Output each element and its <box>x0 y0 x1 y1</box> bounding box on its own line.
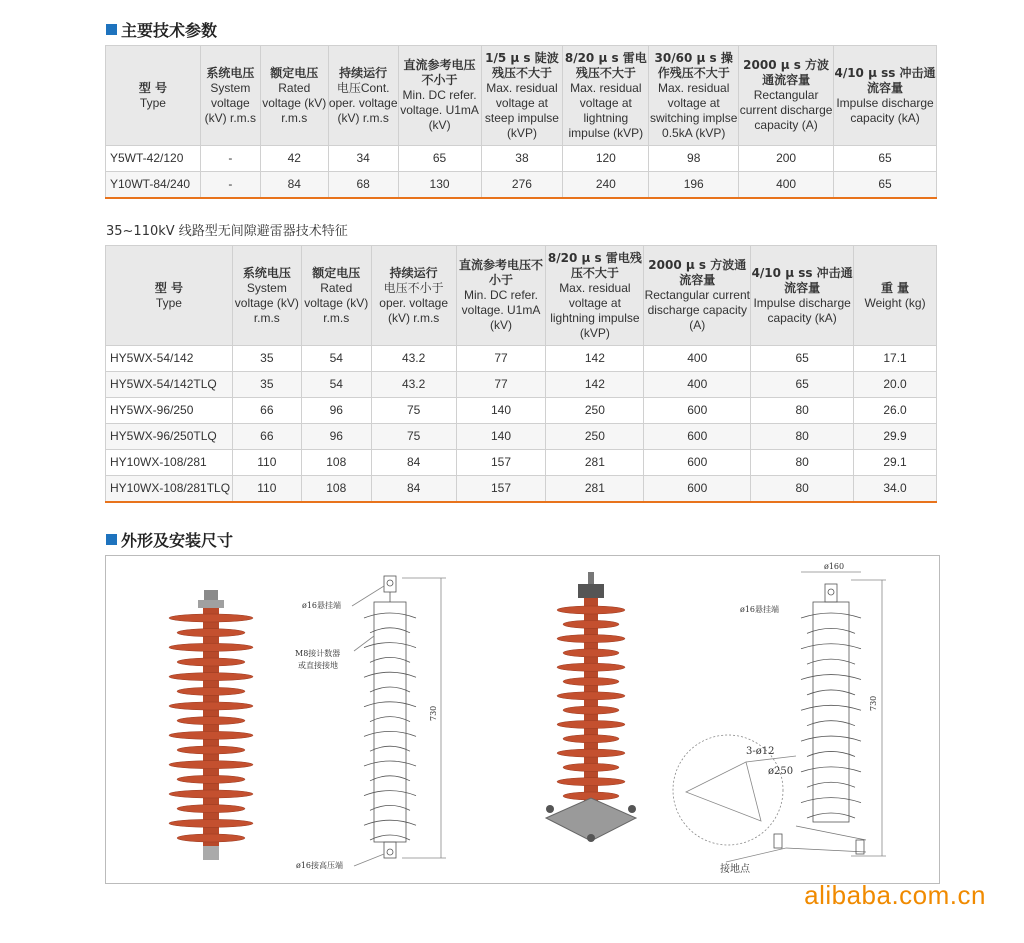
table-row <box>106 346 937 372</box>
shed <box>563 649 619 657</box>
cell-value: 140 <box>456 424 546 450</box>
shed <box>370 805 410 810</box>
shed <box>177 834 245 842</box>
table-row <box>106 476 937 503</box>
shed <box>177 775 245 783</box>
cell-value: 250 <box>546 398 644 424</box>
shed <box>364 613 416 618</box>
cell-value: 26.0 <box>854 398 937 424</box>
cell-value: 29.9 <box>854 424 937 450</box>
shed <box>557 663 625 671</box>
table-row <box>106 398 937 424</box>
cell-value: 600 <box>644 398 751 424</box>
cell-value: 20.0 <box>854 372 937 398</box>
cell-value: 84 <box>371 476 456 503</box>
cell-value: 80 <box>751 476 854 503</box>
shed <box>801 736 861 741</box>
shed <box>364 761 416 766</box>
header-switching-residual: 30/60 μ s 操作残压不大于 Max. residual voltage at switching implse 0.5kA (kVP) <box>649 46 739 146</box>
shed <box>563 620 619 628</box>
cell-value: 35 <box>232 372 301 398</box>
shed <box>364 672 416 677</box>
cell-value: 157 <box>456 476 546 503</box>
header-rectangular-current: 2000 μ s 方波通流容量 Rectangular current discharge capacity (A) <box>739 46 834 146</box>
shed <box>364 791 416 796</box>
label-dia-160: ø160 <box>824 562 845 571</box>
shed <box>557 692 625 700</box>
section-marker-icon <box>106 534 117 545</box>
shed <box>169 731 253 739</box>
line-arrester-subtitle: 35~110kV 线路型无间隙避雷器技术特征 <box>106 224 348 239</box>
label-top-terminal-2: ø16悬挂端 <box>740 605 779 614</box>
shed <box>801 644 861 649</box>
shed <box>557 749 625 757</box>
shed <box>177 687 245 695</box>
main-params-table <box>105 45 937 199</box>
shed <box>557 606 625 614</box>
cell-value: 157 <box>456 450 546 476</box>
shed <box>807 782 855 787</box>
cell-value: 54 <box>301 346 371 372</box>
shed <box>370 776 410 781</box>
label-counter-note-1: M8接计数器 <box>295 649 341 658</box>
cell-value: 65 <box>751 372 854 398</box>
table-row: Y5WT-42/120 - 42 34 65 38 120 98 200 65 <box>106 146 937 172</box>
cell-value: 110 <box>232 450 301 476</box>
header-lightning-residual: 8/20 μ s 雷电残压不大于 Max. residual voltage at lightning impulse (kVP) <box>563 46 649 146</box>
shed <box>169 673 253 681</box>
shed <box>364 702 416 707</box>
shed <box>169 702 253 710</box>
cell-value: 75 <box>371 398 456 424</box>
shed <box>801 675 861 680</box>
label-height-2: 730 <box>869 695 878 711</box>
shed <box>563 763 619 771</box>
shed <box>370 746 410 751</box>
cell-value: 281 <box>546 476 644 503</box>
cell-value: 140 <box>456 398 546 424</box>
cell-value: 250 <box>546 424 644 450</box>
cell-value: 29.1 <box>854 450 937 476</box>
cell-value: 108 <box>301 450 371 476</box>
cell-value: 400 <box>644 372 751 398</box>
header-weight: 重 量 Weight (kg) <box>854 246 937 346</box>
shed <box>557 778 625 786</box>
shed <box>169 790 253 798</box>
label-dia-250: ø250 <box>768 766 794 777</box>
shed <box>801 613 861 618</box>
cell-value: 600 <box>644 476 751 503</box>
label-top-terminal: ø16悬挂端 <box>302 601 341 610</box>
shed <box>807 690 855 695</box>
header-rated-voltage: 额定电压 Rated voltage (kV) r.m.s <box>260 46 328 146</box>
shed <box>807 751 855 756</box>
cell-value: 43.2 <box>371 372 456 398</box>
cell-value: 110 <box>232 476 301 503</box>
cell-value: 96 <box>301 424 371 450</box>
shed <box>177 805 245 813</box>
table-row <box>106 372 937 398</box>
shed <box>563 678 619 686</box>
cell-value: 75 <box>371 424 456 450</box>
shed <box>557 635 625 643</box>
label-ground-point: 接地点 <box>720 864 750 875</box>
label-bottom-terminal: ø16接高压端 <box>296 861 343 870</box>
cell-value: 43.2 <box>371 346 456 372</box>
shed <box>807 628 855 633</box>
cell-value: 77 <box>456 372 546 398</box>
cell-value: 17.1 <box>854 346 937 372</box>
watermark: alibaba.com.cn <box>804 880 986 910</box>
cell-value: 84 <box>371 450 456 476</box>
shed <box>364 731 416 736</box>
header-type: 型 号 Type <box>106 246 233 346</box>
shed <box>563 706 619 714</box>
header-system-voltage: 系统电压 System voltage (kV) r.m.s <box>200 46 260 146</box>
header-system-voltage: 系统电压 System voltage (kV) r.m.s <box>232 246 301 346</box>
section-title-text: 主要技术参数 <box>121 21 218 40</box>
cell-value: 80 <box>751 450 854 476</box>
arrester-photo-2 <box>546 572 636 842</box>
cell-value: 281 <box>546 450 644 476</box>
table-row <box>106 424 937 450</box>
section-title-main-params <box>106 18 217 41</box>
header-impulse-capacity: 4/10 μ ss 冲击通流容量 Impulse discharge capacity (kA) <box>751 246 854 346</box>
shed <box>801 705 861 710</box>
section-marker-icon <box>106 24 117 35</box>
cell-value: 400 <box>644 346 751 372</box>
cell-value: 96 <box>301 398 371 424</box>
cell-value: 66 <box>232 424 301 450</box>
shed <box>370 628 410 633</box>
table-row: Y10WT-84/240 - 84 68 130 276 240 196 400 65 <box>106 172 937 199</box>
header-impulse-capacity: 4/10 μ ss 冲击通流容量 Impulse discharge capacity (kA) <box>834 46 937 146</box>
shed <box>370 717 410 722</box>
label-counter-note-2: 或直接接地 <box>298 661 338 670</box>
dimension-drawing-panel <box>105 555 940 884</box>
shed <box>801 767 861 772</box>
cell-value: 108 <box>301 476 371 503</box>
shed <box>177 658 245 666</box>
header-rated-voltage: 额定电压 Rated voltage (kV) r.m.s <box>301 246 371 346</box>
cell-value: 77 <box>456 346 546 372</box>
header-steep-residual: 1/5 μ s 陡波残压不大于 Max. residual voltage at steep impulse (kVP) <box>481 46 563 146</box>
shed <box>563 735 619 743</box>
shed <box>177 717 245 725</box>
cell-value: 80 <box>751 424 854 450</box>
label-holes: 3-ø12 <box>746 746 775 757</box>
header-dc-ref-voltage: 直流参考电压不小于 Min. DC refer. voltage. U1mA (kV) <box>456 246 546 346</box>
cell-value: 34.0 <box>854 476 937 503</box>
header-type: 型 号 Type <box>106 46 201 146</box>
arrester-photo-1 <box>169 590 253 860</box>
cell-value: 600 <box>644 424 751 450</box>
cell-value: 65 <box>751 346 854 372</box>
header-cont-voltage: 持续运行 电压Cont. oper. voltage (kV) r.m.s <box>328 46 398 146</box>
shed <box>169 614 253 622</box>
shed <box>169 761 253 769</box>
shed <box>177 629 245 637</box>
cell-type: HY5WX-54/142 <box>106 346 233 372</box>
line-arrester-table <box>105 245 937 503</box>
shed <box>807 721 855 726</box>
cell-value: 54 <box>301 372 371 398</box>
header-cont-voltage: 持续运行 电压不小于 oper. voltage (kV) r.m.s <box>371 246 456 346</box>
shed <box>807 813 855 818</box>
section-title-text: 外形及安装尺寸 <box>121 531 234 550</box>
header-rectangular-current: 2000 μ s 方波通流容量 Rectangular current discharge capacity (A) <box>644 246 751 346</box>
cell-value: 80 <box>751 398 854 424</box>
cell-type: HY5WX-96/250TLQ <box>106 424 233 450</box>
shed <box>370 657 410 662</box>
shed <box>364 643 416 648</box>
cell-type: HY10WX-108/281 <box>106 450 233 476</box>
cell-type: HY5WX-96/250 <box>106 398 233 424</box>
dimension-drawing <box>106 556 939 883</box>
shed <box>557 720 625 728</box>
shed <box>370 835 410 840</box>
arrester-drawing-2 <box>673 572 886 862</box>
header-dc-ref-voltage: 直流参考电压不小于 Min. DC refer. voltage. U1mA (kV) <box>398 46 481 146</box>
cell-value: 142 <box>546 346 644 372</box>
cell-value: 66 <box>232 398 301 424</box>
shed <box>801 798 861 803</box>
shed <box>169 643 253 651</box>
cell-type: HY10WX-108/281TLQ <box>106 476 233 503</box>
label-height: 730 <box>429 705 438 721</box>
table-row <box>106 450 937 476</box>
shed <box>370 687 410 692</box>
cell-value: 600 <box>644 450 751 476</box>
shed <box>364 820 416 825</box>
shed <box>807 659 855 664</box>
header-lightning-residual: 8/20 μ s 雷电残压不大于 Max. residual voltage at lightning impulse (kVP) <box>546 246 644 346</box>
cell-type: HY5WX-54/142TLQ <box>106 372 233 398</box>
shed <box>177 746 245 754</box>
shed <box>169 819 253 827</box>
section-title-dimensions <box>106 528 233 551</box>
cell-value: 35 <box>232 346 301 372</box>
cell-value: 142 <box>546 372 644 398</box>
